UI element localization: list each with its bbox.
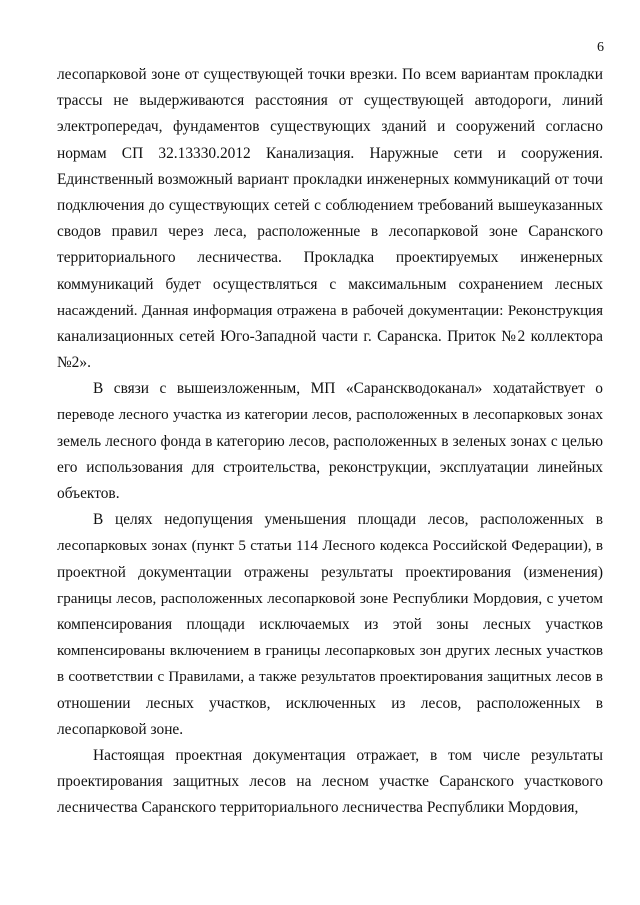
text-line: нормам СП 32.13330.2012 Канализация. Наружные сети и сооружения. xyxy=(57,144,603,162)
paragraph xyxy=(57,62,603,376)
text-line: лесопарковых зонах (пункт 5 статьи 114 Лесного кодекса Российской Федерации), в xyxy=(57,538,603,555)
text-line: переводе лесного участка из категории лесов, расположенных в лесопарковых зонах xyxy=(57,407,603,424)
text-line: земель лесного фонда в категорию лесов, расположенных в зеленых зонах с целью xyxy=(57,432,603,450)
text-line: В целях недопущения уменьшения площади лесов, расположенных в xyxy=(93,511,603,529)
text-line: отношении лесных участков, исключенных из лесов, расположенных в xyxy=(57,694,603,712)
text-line: В связи с вышеизложенным, МП «Саранскводоканал» ходатайствует о xyxy=(93,380,603,398)
text-line: проектной документации отражены результаты проектирования (изменения) xyxy=(57,563,603,581)
text-line: электропередач, фундаментов существующих зданий и сооружений согласно xyxy=(57,118,603,136)
text-line: коммуникаций будет осуществляться с максимальным сохранением лесных xyxy=(57,275,603,293)
text-line: проектирования защитных лесов на лесном участке Саранского участкового xyxy=(57,773,603,791)
text-line: территориального лесничества. Прокладка проектируемых инженерных xyxy=(57,249,603,267)
text-line: лесопарковой зоне. xyxy=(57,720,184,738)
body-text xyxy=(57,62,603,821)
paragraph xyxy=(57,507,603,743)
text-line: №2». xyxy=(57,354,91,372)
text-line: Настоящая проектная документация отражает, в том числе результаты xyxy=(93,746,603,764)
page-number: 6 xyxy=(597,40,604,55)
text-line: компенсирования площади исключаемых из этой зоны лесных участков xyxy=(57,615,603,633)
text-line: сводов правил через леса, расположенные в лесопарковой зоне Саранского xyxy=(57,223,603,241)
text-line: границы лесов, расположенных лесопарковой зоне Республики Мордовия, с учетом xyxy=(57,590,603,607)
text-line: лесопарковой зоне от существующей точки врезки. По всем вариантам прокладки xyxy=(57,66,603,83)
paragraph xyxy=(57,376,603,507)
text-line: подключения до существующих сетей с соблюдением требований вышеуказанных xyxy=(57,196,603,214)
text-line: лесничества Саранского территориального лесничества Республики Мордовия, xyxy=(57,799,579,817)
text-line: его использования для строительства, реконструкции, эксплуатации линейных xyxy=(57,458,603,476)
text-line: объектов. xyxy=(57,485,120,502)
text-line: насаждений. Данная информация отражена в рабочей документации: Реконструкция xyxy=(57,302,603,319)
text-line: в соответствии с Правилами, а также результатов проектирования защитных лесов в xyxy=(57,669,603,686)
paragraph xyxy=(57,743,603,822)
text-line: компенсированы включением в границы лесопарковых зон других лесных участков xyxy=(57,643,603,660)
text-line: канализационных сетей Юго-Западной части г. Саранска. Приток №2 коллектора xyxy=(57,327,603,345)
text-line: Единственный возможный вариант прокладки инженерных коммуникаций от точи xyxy=(57,170,603,188)
text-line: трассы не выдерживаются расстояния от существующей автодороги, линий xyxy=(57,92,603,110)
